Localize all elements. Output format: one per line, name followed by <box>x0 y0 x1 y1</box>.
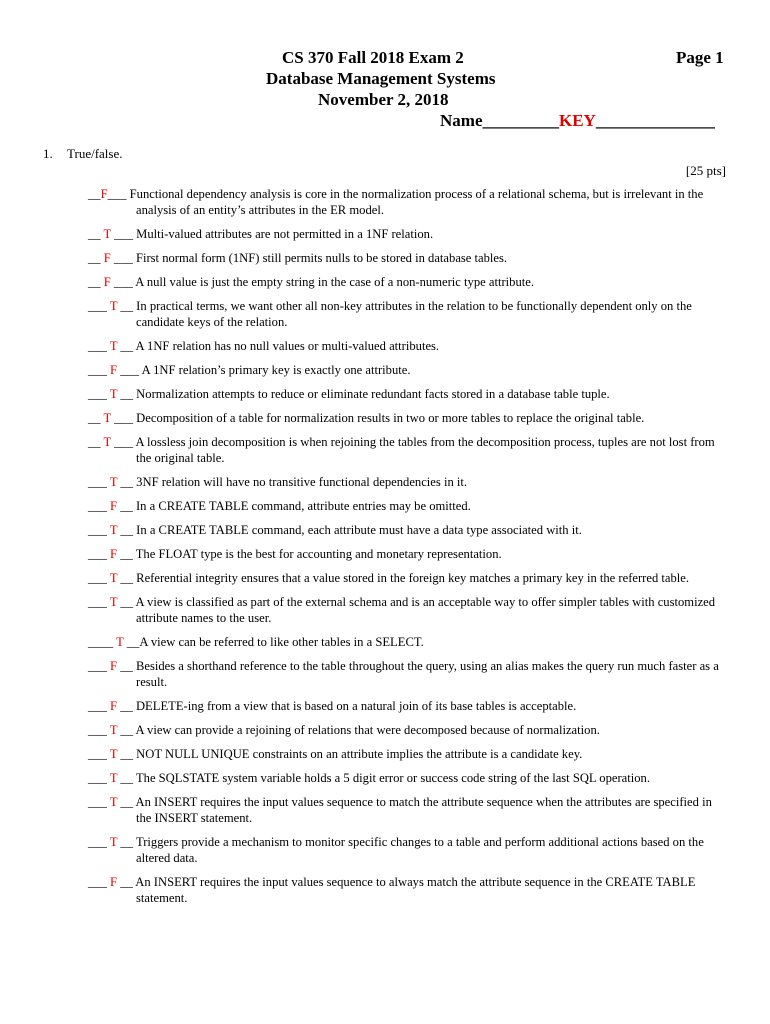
answer-blank-right: __ <box>117 387 134 401</box>
answer-mark: T <box>109 339 118 353</box>
tf-item <box>88 274 728 290</box>
answer-blank-left: ___ <box>88 835 110 849</box>
answer-blank-left: ___ <box>88 547 111 561</box>
answer-blank-left: ___ <box>88 387 110 401</box>
answer-blank-right: __ <box>123 635 140 649</box>
answer-blank-right: __ <box>117 595 134 609</box>
statement-text: Decomposition of a table for normalization results in two or more tables to replace the original table. <box>133 411 645 425</box>
answer-blank-right: __ <box>117 475 134 489</box>
tf-item <box>88 546 728 562</box>
statement-text: Referential integrity ensures that a value stored in the foreign key matches a primary key in the referred table. <box>133 571 690 585</box>
answer-blank-left: ___ <box>88 475 110 489</box>
answer-blank-left: ___ <box>88 339 110 353</box>
answer-mark: T <box>109 523 118 537</box>
statement-text: First normal form (1NF) still permits nulls to be stored in database tables. <box>132 251 508 265</box>
name-prefix: Name_________ <box>440 111 559 130</box>
answer-mark: F <box>103 275 111 289</box>
statement-text: NOT NULL UNIQUE constraints on an attribute implies the attribute is a candidate key. <box>133 747 583 761</box>
statement-text: An INSERT requires the input values sequence to match the attribute sequence when the attributes are specified in the INSERT statement. <box>133 795 712 825</box>
answer-blank-left: ___ <box>88 771 110 785</box>
answer-blank-left: ___ <box>88 875 111 889</box>
statement-text: A 1NF relation’s primary key is exactly one attribute. <box>139 363 411 377</box>
statement-text: The FLOAT type is the best for accounting and monetary representation. <box>132 547 502 561</box>
tf-item <box>88 746 728 762</box>
answer-blank-right: __ <box>117 339 134 353</box>
answer-mark: F <box>110 499 118 513</box>
answer-mark: T <box>109 299 118 313</box>
tf-item <box>88 594 728 626</box>
answer-blank-left: ___ <box>88 795 110 809</box>
answer-blank-left: ___ <box>88 699 111 713</box>
statement-text: In a CREATE TABLE command, each attribute must have a data type associated with it. <box>133 523 582 537</box>
answer-key-label: KEY <box>558 111 596 130</box>
question-number: 1. <box>43 146 53 161</box>
statement-text: Besides a shorthand reference to the table throughout the query, using an alias makes the query run much faster as a result. <box>132 659 719 689</box>
answer-mark: T <box>109 771 118 785</box>
exam-date: November 2, 2018 <box>318 90 449 109</box>
answer-blank-right: __ <box>117 723 134 737</box>
statement-text: A view is classified as part of the external schema and is an acceptable way to offer simpler tables with customized attribute names to the user. <box>133 595 716 625</box>
answer-blank-right: __ <box>117 875 133 889</box>
answer-blank-right: ___ <box>110 227 134 241</box>
answer-blank-left: ___ <box>88 499 111 513</box>
answer-blank-left: __ <box>88 411 104 425</box>
answer-mark: T <box>116 635 124 649</box>
answer-blank-left: ___ <box>88 595 110 609</box>
statement-text: Multi-valued attributes are not permitted in a 1NF relation. <box>133 227 434 241</box>
answer-blank-left: __ <box>88 435 104 449</box>
tf-item <box>88 874 728 906</box>
answer-blank-left: ___ <box>88 363 111 377</box>
answer-blank-right: ___ <box>110 435 134 449</box>
tf-item <box>88 834 728 866</box>
answer-blank-right: __ <box>117 747 134 761</box>
answer-blank-right: ___ <box>110 411 134 425</box>
tf-item <box>88 658 728 690</box>
tf-item <box>88 250 728 266</box>
statement-text: DELETE-ing from a view that is based on a natural join of its base tables is acceptable. <box>132 699 577 713</box>
tf-item <box>88 474 728 490</box>
tf-item <box>88 570 728 586</box>
tf-item <box>88 434 728 466</box>
answer-mark: F <box>100 187 108 201</box>
statement-text: An INSERT requires the input values sequence to always match the attribute sequence in the CREATE TABLE statement. <box>132 875 696 905</box>
statement-text: The SQLSTATE system variable holds a 5 digit error or success code string of the last SQL operation. <box>133 771 651 785</box>
statement-text: A 1NF relation has no null values or multi-valued attributes. <box>133 339 440 353</box>
answer-blank-left: __ <box>88 227 104 241</box>
statement-text: 3NF relation will have no transitive functional dependencies in it. <box>133 475 468 489</box>
tf-item <box>88 386 728 402</box>
answer-blank-right: ___ <box>110 251 133 265</box>
course-title: CS 370 Fall 2018 Exam 2 <box>282 48 464 67</box>
answer-blank-right: __ <box>117 659 133 673</box>
tf-item <box>88 722 728 738</box>
course-subtitle: Database Management Systems <box>266 69 496 88</box>
tf-item <box>88 298 728 330</box>
answer-blank-left: ___ <box>88 747 110 761</box>
answer-blank-right: __ <box>117 547 133 561</box>
answer-blank-left: ___ <box>88 523 110 537</box>
statement-text: In practical terms, we want other all non-key attributes in the relation to be functionally dependent only on the candidate keys of the relation. <box>133 299 692 329</box>
tf-item <box>88 522 728 538</box>
statement-text: Normalization attempts to reduce or eliminate redundant facts stored in a database table tuple. <box>133 387 610 401</box>
answer-blank-left: __ <box>88 187 101 201</box>
statement-text: A lossless join decomposition is when rejoining the tables from the decomposition process, tuples are not lost from the original table. <box>133 435 715 465</box>
answer-blank-left: ___ <box>88 723 110 737</box>
answer-blank-right: ___ <box>110 275 133 289</box>
statement-text: In a CREATE TABLE command, attribute entries may be omitted. <box>132 499 471 513</box>
answer-blank-right: __ <box>117 571 134 585</box>
page-number: Page 1 <box>676 48 724 67</box>
answer-mark: T <box>103 435 111 449</box>
answer-blank-left: ____ <box>88 635 117 649</box>
answer-blank-left: ___ <box>88 571 110 585</box>
answer-mark: T <box>103 411 111 425</box>
answer-mark: T <box>109 387 118 401</box>
answer-mark: F <box>110 547 118 561</box>
answer-blank-right: __ <box>117 299 134 313</box>
answer-blank-left: __ <box>88 251 104 265</box>
statement-text: A view can provide a rejoining of relations that were decomposed because of normalization. <box>133 723 600 737</box>
true-false-list <box>88 186 728 914</box>
answer-mark: T <box>109 723 118 737</box>
answer-mark: F <box>110 699 118 713</box>
tf-item <box>88 362 728 378</box>
tf-item <box>88 498 728 514</box>
answer-blank-right: ___ <box>117 363 140 377</box>
answer-mark: T <box>103 227 111 241</box>
answer-mark: F <box>110 363 118 377</box>
answer-mark: T <box>109 795 118 809</box>
tf-item <box>88 338 728 354</box>
answer-mark: T <box>109 595 118 609</box>
question-points: [25 pts] <box>685 163 726 178</box>
answer-blank-right: ___ <box>107 187 127 201</box>
answer-mark: F <box>110 659 118 673</box>
tf-item <box>88 410 728 426</box>
tf-item <box>88 698 728 714</box>
answer-mark: T <box>109 475 118 489</box>
answer-mark: T <box>109 747 118 761</box>
tf-item <box>88 794 728 826</box>
answer-mark: T <box>109 571 118 585</box>
answer-blank-right: __ <box>117 523 134 537</box>
answer-blank-left: ___ <box>88 659 111 673</box>
answer-mark: F <box>110 875 118 889</box>
tf-item <box>88 634 728 650</box>
question-title: True/false. <box>67 146 123 161</box>
answer-blank-right: __ <box>117 835 134 849</box>
tf-item <box>88 770 728 786</box>
statement-text: Functional dependency analysis is core in the normalization process of a relational schema, but is irrelevant in the analysis of an entity’s attributes in the ER model. <box>126 187 704 217</box>
tf-item <box>88 186 728 218</box>
name-suffix: ______________ <box>595 111 715 130</box>
answer-blank-left: ___ <box>88 299 110 313</box>
answer-blank-right: __ <box>117 499 133 513</box>
question-heading <box>43 146 123 162</box>
statement-text: A view can be referred to like other tables in a SELECT. <box>139 635 424 649</box>
answer-blank-left: __ <box>88 275 104 289</box>
statement-text: Triggers provide a mechanism to monitor specific changes to a table and perform additional actions based on the altered data. <box>133 835 704 865</box>
answer-blank-right: __ <box>117 771 134 785</box>
tf-item <box>88 226 728 242</box>
answer-blank-right: __ <box>117 699 133 713</box>
answer-blank-right: __ <box>117 795 134 809</box>
statement-text: A null value is just the empty string in the case of a non-numeric type attribute. <box>132 275 534 289</box>
answer-mark: T <box>109 835 118 849</box>
answer-mark: F <box>103 251 111 265</box>
name-line <box>440 111 715 131</box>
